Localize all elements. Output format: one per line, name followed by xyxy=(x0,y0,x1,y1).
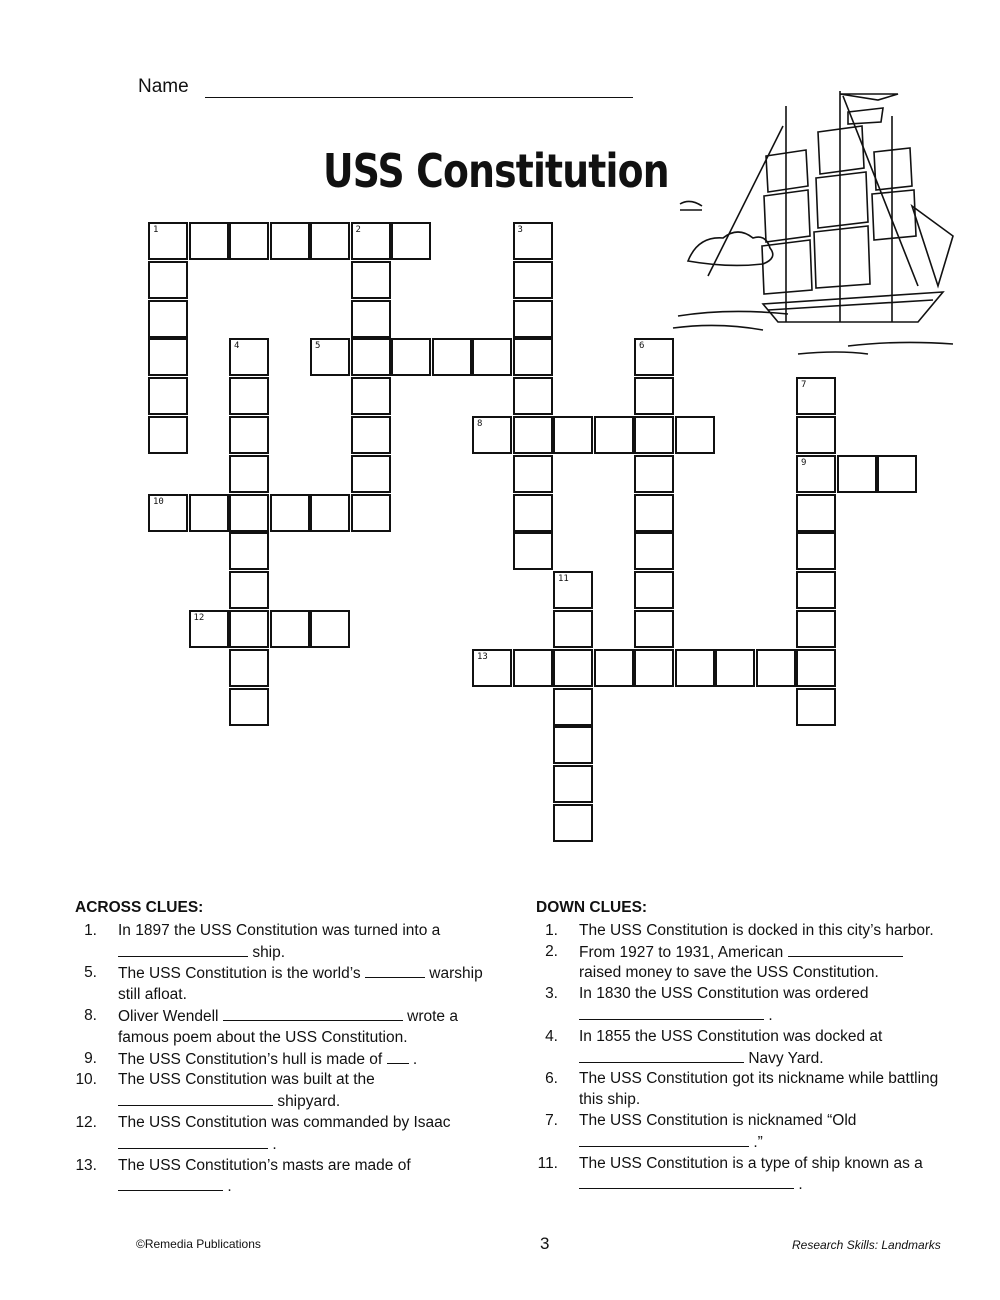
down-clue xyxy=(536,1027,946,1070)
clue-number: 11 xyxy=(558,574,569,585)
clue-text-end: . xyxy=(798,1176,803,1194)
grid-cell[interactable] xyxy=(270,610,310,648)
grid-cell[interactable] xyxy=(837,455,877,493)
grid-cell[interactable] xyxy=(229,610,269,648)
clue-num: 3. xyxy=(545,985,558,1003)
clue-num: 11. xyxy=(537,1154,558,1172)
across-clue xyxy=(75,1113,485,1156)
clue-text-end: warship still afloat. xyxy=(118,965,483,1004)
grid-cell[interactable] xyxy=(513,494,553,532)
grid-cell[interactable] xyxy=(310,494,350,532)
grid-cell[interactable] xyxy=(675,416,715,454)
answer-blank[interactable] xyxy=(579,1048,744,1063)
grid-cell[interactable] xyxy=(513,649,553,687)
answer-blank[interactable] xyxy=(579,1005,764,1020)
down-clue xyxy=(536,1154,946,1197)
clue-number: 12 xyxy=(193,613,205,623)
grid-cell[interactable] xyxy=(148,377,188,415)
answer-blank[interactable] xyxy=(118,1134,268,1149)
grid-cell[interactable] xyxy=(270,222,310,260)
grid-cell[interactable] xyxy=(472,649,512,687)
clue-number: 13 xyxy=(477,651,488,662)
grid-cell[interactable] xyxy=(513,532,553,570)
clue-text-end: . xyxy=(227,1178,232,1196)
clue-text: From 1927 to 1931, American xyxy=(579,943,784,961)
page-number: 3 xyxy=(540,1234,550,1253)
grid-cell[interactable] xyxy=(229,377,269,415)
answer-blank[interactable] xyxy=(579,1174,794,1189)
grid-cell[interactable] xyxy=(634,416,674,454)
name-label: Name xyxy=(138,76,189,97)
grid-cell[interactable] xyxy=(634,571,674,609)
clue-num: 1. xyxy=(84,921,97,939)
down-clue xyxy=(536,942,946,985)
clue-text: The USS Constitution’s hull is made of xyxy=(118,1050,383,1068)
grid-cell[interactable] xyxy=(634,494,674,532)
grid-cell[interactable] xyxy=(472,338,512,376)
grid-cell[interactable] xyxy=(148,338,188,376)
clue-text-end: raised money to save the USS Constitution. xyxy=(579,964,879,982)
grid-cell[interactable] xyxy=(351,494,391,532)
clue-number: 10 xyxy=(153,496,164,507)
down-clue xyxy=(536,1111,946,1154)
grid-cell[interactable] xyxy=(229,532,269,570)
clue-number: 6 xyxy=(639,341,645,352)
clue-text-end: . xyxy=(272,1135,277,1153)
grid-cell[interactable] xyxy=(553,726,593,764)
grid-cell[interactable] xyxy=(148,416,188,454)
grid-cell[interactable] xyxy=(877,455,917,493)
grid-cell[interactable] xyxy=(513,377,553,415)
down-clue xyxy=(536,921,946,942)
clue-num: 6. xyxy=(545,1070,558,1088)
grid-cell[interactable] xyxy=(513,416,553,454)
clue-text: In 1830 the USS Constitution was ordered xyxy=(579,985,869,1003)
clue-text: The USS Constitution’s masts are made of xyxy=(118,1156,411,1174)
clue-text: The USS Constitution was built at the xyxy=(118,1071,375,1089)
grid-cell[interactable] xyxy=(310,338,350,376)
grid-cell[interactable] xyxy=(675,649,715,687)
page-title: USS Constitution xyxy=(323,144,669,198)
answer-blank[interactable] xyxy=(118,1176,223,1191)
grid-cell[interactable] xyxy=(148,222,188,260)
grid-cell[interactable] xyxy=(148,494,188,532)
clue-text: The USS Constitution is a type of ship known as a xyxy=(579,1154,923,1172)
grid-cell[interactable] xyxy=(756,649,796,687)
grid-cell[interactable] xyxy=(796,377,836,415)
sailing-ship-illustration xyxy=(668,86,958,358)
grid-cell[interactable] xyxy=(553,765,593,803)
grid-cell[interactable] xyxy=(148,261,188,299)
grid-cell[interactable] xyxy=(229,688,269,726)
clue-number: 3 xyxy=(517,225,523,235)
clue-number: 7 xyxy=(801,380,807,391)
grid-cell[interactable] xyxy=(513,261,553,299)
clue-text: In 1897 the USS Constitution was turned into a xyxy=(118,921,441,939)
clue-text-end: . xyxy=(768,1006,773,1024)
grid-cell[interactable] xyxy=(310,610,350,648)
clue-num: 7. xyxy=(545,1111,558,1129)
grid-cell[interactable] xyxy=(229,455,269,493)
clue-text-end: . xyxy=(412,1050,418,1068)
grid-cell[interactable] xyxy=(229,649,269,687)
clue-text-end: ship. xyxy=(252,943,286,961)
grid-cell[interactable] xyxy=(148,300,188,338)
down-clue xyxy=(536,1069,946,1111)
grid-cell[interactable] xyxy=(351,416,391,454)
clue-number: 4 xyxy=(234,341,240,352)
clue-number: 8 xyxy=(477,419,483,429)
clue-text: The USS Constitution got its nickname while battling this ship. xyxy=(579,1070,939,1109)
grid-cell[interactable] xyxy=(634,455,674,493)
grid-cell[interactable] xyxy=(796,571,836,609)
clue-number: 1 xyxy=(153,225,159,235)
answer-blank[interactable] xyxy=(118,1091,273,1106)
clue-text: The USS Constitution was commanded by Isaac xyxy=(118,1113,451,1131)
grid-cell[interactable] xyxy=(513,455,553,493)
down-heading: DOWN CLUES: xyxy=(536,899,648,916)
across-clue xyxy=(75,963,485,1006)
grid-cell[interactable] xyxy=(553,610,593,648)
grid-cell[interactable] xyxy=(634,649,674,687)
clue-num: 8. xyxy=(84,1006,97,1024)
grid-cell[interactable] xyxy=(229,338,269,376)
publisher-credit: ©Remedia Publications xyxy=(136,1237,261,1251)
down-clue xyxy=(536,984,946,1027)
grid-cell[interactable] xyxy=(351,222,391,260)
clue-text-end: Navy Yard. xyxy=(748,1049,824,1067)
clue-text: In 1855 the USS Constitution was docked at xyxy=(579,1027,883,1045)
answer-blank[interactable] xyxy=(365,963,425,978)
grid-cell[interactable] xyxy=(189,494,229,532)
grid-cell[interactable] xyxy=(796,494,836,532)
clue-text: Oliver Wendell xyxy=(118,1007,219,1025)
grid-cell[interactable] xyxy=(351,261,391,299)
clue-num: 9. xyxy=(84,1049,97,1067)
across-clues xyxy=(75,898,485,1198)
grid-cell[interactable] xyxy=(229,494,269,532)
grid-cell[interactable] xyxy=(391,338,431,376)
clue-num: 5. xyxy=(84,964,97,982)
grid-cell[interactable] xyxy=(270,494,310,532)
grid-cell[interactable] xyxy=(351,455,391,493)
grid-cell[interactable] xyxy=(634,377,674,415)
clue-number: 2 xyxy=(355,225,361,235)
grid-cell[interactable] xyxy=(594,416,634,454)
across-clue xyxy=(75,1070,485,1113)
grid-cell[interactable] xyxy=(634,610,674,648)
grid-cell[interactable] xyxy=(796,532,836,570)
across-heading: ACROSS CLUES: xyxy=(75,899,204,916)
clue-text-end: .” xyxy=(753,1133,763,1151)
answer-blank[interactable] xyxy=(579,1132,749,1147)
grid-cell[interactable] xyxy=(796,416,836,454)
grid-cell[interactable] xyxy=(553,649,593,687)
grid-cell[interactable] xyxy=(229,222,269,260)
grid-cell[interactable] xyxy=(513,222,553,260)
clue-num: 13. xyxy=(75,1156,97,1174)
grid-cell[interactable] xyxy=(553,416,593,454)
clue-text-end: wrote a famous poem about the USS Constitution. xyxy=(118,1007,458,1046)
across-clue xyxy=(75,1006,485,1049)
grid-cell[interactable] xyxy=(229,416,269,454)
grid-cell[interactable] xyxy=(189,222,229,260)
clue-num: 1. xyxy=(545,921,558,939)
grid-cell[interactable] xyxy=(513,300,553,338)
grid-cell[interactable] xyxy=(351,300,391,338)
clue-text: The USS Constitution is nicknamed “Old xyxy=(579,1111,857,1129)
across-clue xyxy=(75,921,485,964)
grid-cell[interactable] xyxy=(391,222,431,260)
answer-blank[interactable] xyxy=(788,942,903,957)
grid-cell[interactable] xyxy=(553,804,593,842)
grid-cell[interactable] xyxy=(553,688,593,726)
clue-num: 4. xyxy=(545,1027,558,1045)
grid-cell[interactable] xyxy=(796,649,836,687)
grid-cell[interactable] xyxy=(310,222,350,260)
series-title: Research Skills: Landmarks xyxy=(792,1238,941,1252)
grid-cell[interactable] xyxy=(594,649,634,687)
clue-num: 2. xyxy=(545,942,558,960)
grid-cell[interactable] xyxy=(189,610,229,648)
grid-cell[interactable] xyxy=(351,377,391,415)
clue-num: 12. xyxy=(75,1113,97,1131)
answer-blank[interactable] xyxy=(223,1006,403,1021)
clue-number: 9 xyxy=(801,457,807,468)
across-clue xyxy=(75,1156,485,1199)
grid-cell[interactable] xyxy=(351,338,391,376)
grid-cell[interactable] xyxy=(553,571,593,609)
clue-text-end: shipyard. xyxy=(277,1093,341,1111)
grid-cell[interactable] xyxy=(796,455,836,493)
grid-cell[interactable] xyxy=(432,338,472,376)
grid-cell[interactable] xyxy=(513,338,553,376)
answer-blank[interactable] xyxy=(387,1049,409,1064)
clue-text: The USS Constitution is docked in this city’s harbor. xyxy=(579,921,934,939)
down-clues xyxy=(536,898,946,1196)
clue-text: The USS Constitution is the world’s xyxy=(118,965,361,983)
clue-num: 10. xyxy=(75,1071,97,1089)
grid-cell[interactable] xyxy=(634,532,674,570)
grid-cell[interactable] xyxy=(796,610,836,648)
grid-cell[interactable] xyxy=(796,688,836,726)
answer-blank[interactable] xyxy=(118,942,248,957)
grid-cell[interactable] xyxy=(715,649,755,687)
grid-cell[interactable] xyxy=(229,571,269,609)
clue-number: 5 xyxy=(315,341,321,352)
across-clue xyxy=(75,1049,485,1071)
grid-cell[interactable] xyxy=(472,416,512,454)
